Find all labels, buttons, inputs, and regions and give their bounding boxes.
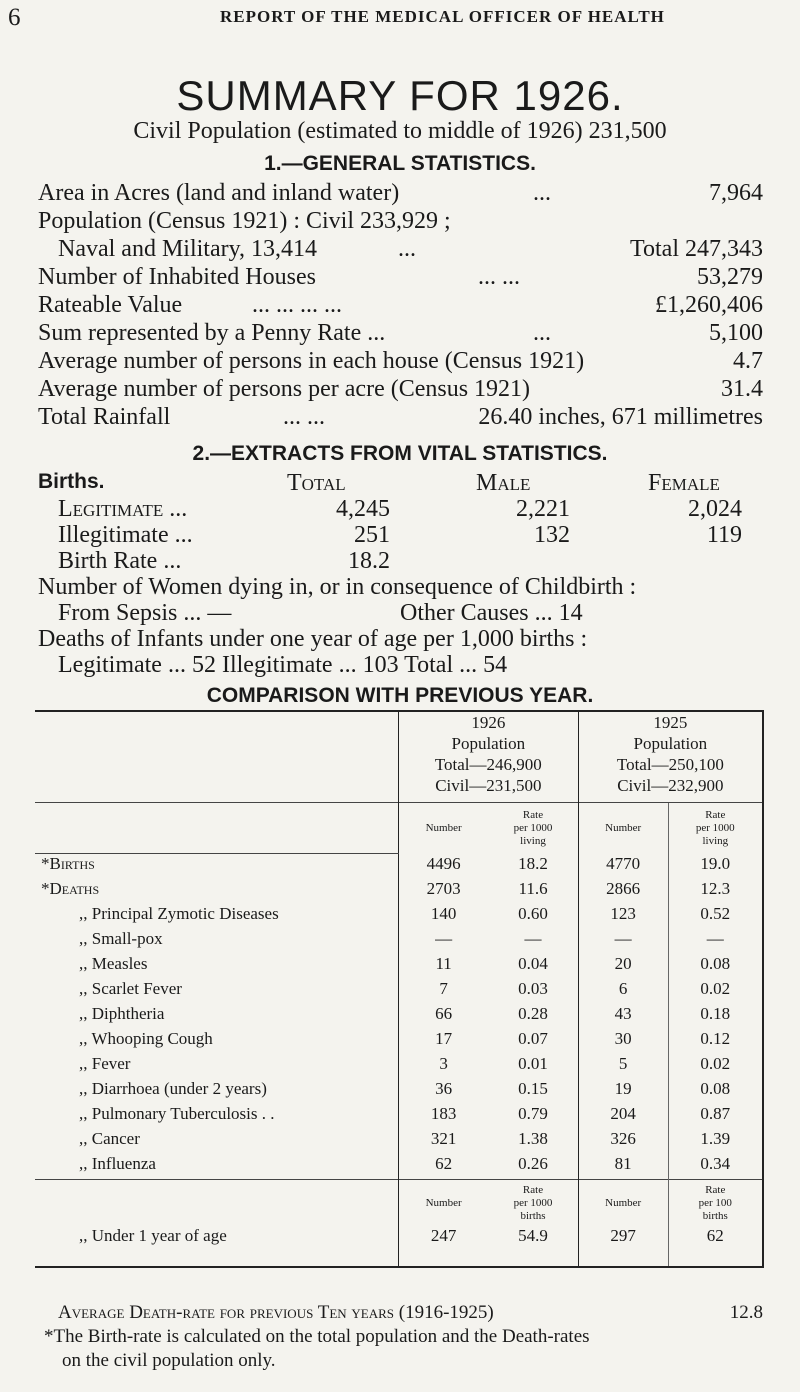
rainfall-value: 26.40 inches, 671 millimetres xyxy=(478,404,763,430)
row-rate-1925: 0.02 xyxy=(668,1054,763,1079)
births-label: Births. xyxy=(38,470,105,493)
general-statistics-heading: 1.—GENERAL STATISTICS. xyxy=(264,152,536,175)
illegitimate-label: Illegitimate ... xyxy=(58,522,193,548)
naval-label: Naval and Military, 13,414 xyxy=(58,236,318,262)
row-rate-1925: 0.08 xyxy=(668,1079,763,1104)
civil-1925: Civil—232,900 xyxy=(617,776,724,795)
row-label: ,, Influenza xyxy=(79,1154,156,1173)
infant-label: ,, Under 1 year of age xyxy=(35,1226,398,1267)
footnote-text-2: on the civil population only. xyxy=(62,1350,276,1371)
average-death-rate-value: 12.8 xyxy=(729,1302,763,1323)
row-number-1926: 321 xyxy=(398,1129,488,1154)
infants-values: Legitimate ... 52 Illegitimate ... 103 Total ... 54 xyxy=(58,652,508,678)
row-rate-1925: 0.08 xyxy=(668,954,763,979)
sepsis-text: From Sepsis ... — xyxy=(58,600,232,626)
row-number-1925: — xyxy=(578,929,668,954)
row-rate-1925: 0.52 xyxy=(668,904,763,929)
area-dots: ... xyxy=(533,180,551,206)
vital-statistics-heading: 2.—EXTRACTS FROM VITAL STATISTICS. xyxy=(192,442,608,465)
row-rate-1926: 0.07 xyxy=(518,1029,548,1048)
row-label: ,, Measles xyxy=(79,954,148,973)
comparison-row xyxy=(35,1104,763,1129)
row-number-1925: 19 xyxy=(578,1079,668,1104)
row-rate-1926: 11.6 xyxy=(518,879,548,898)
comparison-row xyxy=(35,854,763,880)
row-rate-1926: 0.60 xyxy=(518,904,548,923)
row-label: ,, Pulmonary Tuberculosis . . xyxy=(79,1104,275,1123)
row-number-1926: 2703 xyxy=(398,879,488,904)
row-number-1925: 30 xyxy=(578,1029,668,1054)
comparison-row xyxy=(35,1029,763,1054)
rate-per: per 100 xyxy=(698,1196,732,1209)
row-number-1926: 11 xyxy=(398,954,488,979)
infant-col-rate-1926 xyxy=(488,1180,578,1227)
col-female: Female xyxy=(648,470,720,496)
naval-dots: ... xyxy=(398,236,416,262)
column-header-row xyxy=(35,803,763,854)
row-rate-1925: 0.12 xyxy=(668,1029,763,1054)
row-rate-1926: 1.38 xyxy=(518,1129,548,1148)
avg-acre-value: 31.4 xyxy=(721,376,763,402)
row-label: ,, Cancer xyxy=(79,1129,140,1148)
running-head: REPORT OF THE MEDICAL OFFICER OF HEALTH xyxy=(220,7,665,26)
row-number-1926: 62 xyxy=(398,1154,488,1180)
row-number-1925: 81 xyxy=(578,1154,668,1180)
year-header-row xyxy=(35,711,763,803)
col-number-1925: Number xyxy=(578,803,668,854)
illegitimate-total: 251 xyxy=(354,522,390,548)
row-rate-1926: 0.28 xyxy=(518,1004,548,1023)
comparison-row xyxy=(35,879,763,904)
row-number-1926: 4496 xyxy=(398,854,488,880)
birth-rate-label: Birth Rate ... xyxy=(58,548,182,574)
row-number-1925: 4770 xyxy=(578,854,668,880)
col-rate-1925 xyxy=(668,803,763,854)
footnote-text-1: *The Birth-rate is calculated on the total population and the Death-rates xyxy=(44,1326,590,1347)
rainfall-dots: ... ... xyxy=(283,404,325,430)
avg-house-label: Average number of persons in each house (Census 1921) xyxy=(38,348,585,374)
area-label: Area in Acres (land and inland water) xyxy=(38,180,400,206)
infant-r25: 62 xyxy=(668,1226,763,1267)
comparison-row xyxy=(35,1054,763,1079)
legitimate-male: 2,221 xyxy=(516,496,570,522)
houses-value: 53,279 xyxy=(697,264,763,290)
legitimate-total: 4,245 xyxy=(336,496,390,522)
rainfall-label: Total Rainfall xyxy=(38,404,171,430)
row-rate-1925: 1.39 xyxy=(668,1129,763,1154)
naval-value: Total 247,343 xyxy=(630,236,763,262)
blank-col-header xyxy=(35,803,398,854)
row-rate-1925: 0.87 xyxy=(668,1104,763,1129)
comparison-row xyxy=(35,1004,763,1029)
row-number-1926: — xyxy=(398,929,488,954)
comparison-heading: COMPARISON WITH PREVIOUS YEAR. xyxy=(206,684,594,707)
infant-header-row xyxy=(35,1180,763,1227)
year-1926: 1926 xyxy=(471,713,506,732)
rate-per: per 1000 xyxy=(513,1196,553,1209)
illegitimate-male: 132 xyxy=(534,522,570,548)
infant-col-rate-1925 xyxy=(668,1180,763,1227)
comparison-row xyxy=(35,904,763,929)
year-1925: 1925 xyxy=(653,713,688,732)
row-number-1926: 140 xyxy=(398,904,488,929)
col-male: Male xyxy=(476,470,531,496)
rate-word: Rate xyxy=(522,808,544,821)
penny-label: Sum represented by a Penny Rate ... xyxy=(38,320,386,346)
infant-col-number-1926: Number xyxy=(398,1180,488,1227)
row-number-1926: 7 xyxy=(398,979,488,1004)
rate-word: Rate xyxy=(522,1183,544,1196)
avg-acre-label: Average number of persons per acre (Census 1921) xyxy=(38,376,531,402)
women-childbirth-text: Number of Women dying in, or in consequence of Childbirth : xyxy=(38,574,637,600)
row-rate-1926: 0.04 xyxy=(518,954,548,973)
row-rate-1926: 0.26 xyxy=(518,1154,548,1173)
rate-basis: living xyxy=(520,834,546,847)
civil-population: Civil Population (estimated to middle of 1926) 231,500 xyxy=(133,118,667,144)
total-1926: Total—246,900 xyxy=(434,755,542,774)
row-number-1926: 36 xyxy=(398,1079,488,1104)
infant-n26: 247 xyxy=(398,1226,488,1267)
blank-infant-header xyxy=(35,1180,398,1227)
comparison-row xyxy=(35,1129,763,1154)
comparison-row xyxy=(35,979,763,1004)
blank-corner xyxy=(35,711,398,803)
row-number-1926: 17 xyxy=(398,1029,488,1054)
row-label: ,, Diphtheria xyxy=(79,1004,165,1023)
row-rate-1925: 0.18 xyxy=(668,1004,763,1029)
row-number-1925: 43 xyxy=(578,1004,668,1029)
row-rate-1926: 18.2 xyxy=(518,853,548,873)
row-label: ,, Fever xyxy=(79,1054,131,1073)
comparison-row xyxy=(35,954,763,979)
row-rate-1925: 19.0 xyxy=(668,854,763,880)
comparison-table xyxy=(35,710,764,1268)
rate-word: Rate xyxy=(705,1183,726,1196)
page-title: SUMMARY FOR 1926. xyxy=(176,72,624,119)
row-number-1926: 66 xyxy=(398,1004,488,1029)
illegitimate-female: 119 xyxy=(706,522,742,548)
houses-label: Number of Inhabited Houses xyxy=(38,264,316,290)
row-rate-1926: 0.01 xyxy=(518,1054,548,1073)
total-1925: Total—250,100 xyxy=(616,755,724,774)
row-number-1925: 204 xyxy=(578,1104,668,1129)
col-rate-1926 xyxy=(488,803,578,854)
infant-col-number-1925: Number xyxy=(578,1180,668,1227)
row-label: *Births xyxy=(41,854,95,873)
row-number-1926: 3 xyxy=(398,1054,488,1079)
other-causes-text: Other Causes ... 14 xyxy=(400,600,583,626)
rate-basis: living xyxy=(702,834,729,847)
row-rate-1926: 0.03 xyxy=(518,979,548,998)
rateable-value: £1,260,406 xyxy=(655,292,763,318)
row-rate-1925: — xyxy=(668,929,763,954)
row-rate-1925: 0.02 xyxy=(668,979,763,1004)
infant-row xyxy=(35,1226,763,1267)
row-number-1925: 2866 xyxy=(578,879,668,904)
rateable-dots: ... ... ... ... xyxy=(252,292,342,318)
population-label: Population (Census 1921) : Civil 233,929 ; xyxy=(38,208,451,234)
infants-text: Deaths of Infants under one year of age per 1,000 births : xyxy=(38,626,588,652)
year-1926-header xyxy=(398,711,578,803)
legitimate-female: 2,024 xyxy=(688,496,742,522)
row-label: ,, Small-pox xyxy=(79,929,163,948)
avg-house-value: 4.7 xyxy=(733,348,763,374)
row-number-1925: 5 xyxy=(578,1054,668,1079)
row-number-1925: 20 xyxy=(578,954,668,979)
comparison-row xyxy=(35,1154,763,1180)
rate-word: Rate xyxy=(705,808,726,821)
houses-dots: ... ... xyxy=(478,264,520,290)
rate-per: per 1000 xyxy=(695,821,735,834)
year-1925-header xyxy=(578,711,763,803)
page-header xyxy=(0,0,800,40)
rate-basis: births xyxy=(702,1209,728,1222)
population-1925-label: Population xyxy=(633,734,708,753)
row-rate-1925: 0.34 xyxy=(668,1154,763,1180)
row-number-1925: 326 xyxy=(578,1129,668,1154)
row-number-1925: 6 xyxy=(578,979,668,1004)
row-number-1925: 123 xyxy=(578,904,668,929)
row-label: ,, Whooping Cough xyxy=(79,1029,213,1048)
comparison-row xyxy=(35,1079,763,1104)
row-rate-1926: 0.79 xyxy=(518,1104,548,1123)
col-number-1926: Number xyxy=(398,803,488,854)
col-total: Total xyxy=(287,470,346,496)
population-1926-label: Population xyxy=(451,734,526,753)
comparison-row xyxy=(35,929,763,954)
penny-value: 5,100 xyxy=(709,320,763,346)
civil-1926: Civil—231,500 xyxy=(435,776,542,795)
row-rate-1926: — xyxy=(524,929,542,948)
penny-dots: ... xyxy=(533,320,551,346)
row-rate-1925: 12.3 xyxy=(668,879,763,904)
legitimate-label: Legitimate ... xyxy=(58,496,188,522)
rate-per: per 1000 xyxy=(513,821,553,834)
rate-basis: births xyxy=(520,1209,546,1222)
row-label: ,, Principal Zymotic Diseases xyxy=(79,904,279,923)
average-death-rate-label: Average Death-rate for previous Ten years (1916-1925) xyxy=(58,1302,494,1323)
row-label: ,, Diarrhoea (under 2 years) xyxy=(79,1079,267,1098)
page-number: 6 xyxy=(8,4,21,31)
rateable-label: Rateable Value xyxy=(38,292,183,318)
area-value: 7,964 xyxy=(709,180,763,206)
comparison-rows xyxy=(35,854,763,1180)
birth-rate-value: 18.2 xyxy=(348,548,390,574)
infant-r26: 54.9 xyxy=(488,1226,578,1267)
row-label: *Deaths xyxy=(41,879,100,898)
infant-n25: 297 xyxy=(578,1226,668,1267)
row-rate-1926: 0.15 xyxy=(518,1079,548,1098)
row-label: ,, Scarlet Fever xyxy=(79,979,182,998)
row-number-1926: 183 xyxy=(398,1104,488,1129)
